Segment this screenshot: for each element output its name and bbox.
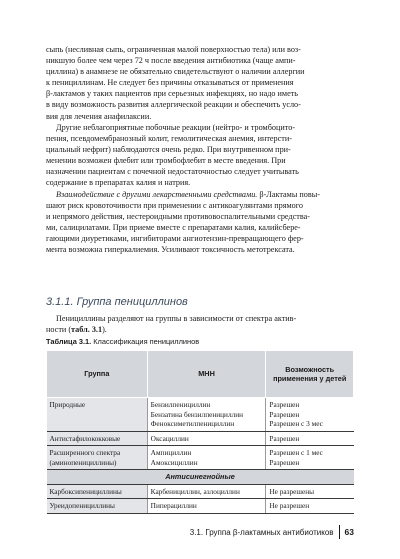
text-line: назначении пациентам с почечной недостаточностью следует учитывать (46, 167, 299, 177)
running-title: 3.1. Группа β-лактамных антибиотиков (189, 527, 334, 537)
group-cell (47, 484, 148, 499)
text-line: сыпь (неcливная сыпь, ограниченная малой поверхностью тела) или воз- (46, 45, 301, 54)
text-line: циальный нефрит) наблюдаются очень редко. При внутривенном при- (46, 145, 291, 155)
cell-text: Карбенициллин, азлоциллин (150, 486, 240, 496)
text-line: содержание в препаратах калия и натрия. (46, 178, 191, 188)
group-cell (47, 499, 148, 514)
text-line (46, 189, 354, 200)
cell-text: Природные (49, 400, 86, 409)
children-cell (266, 446, 354, 470)
text-line: гающими диуретиками, ингибиторами ангиотензин-превращающего фер- (46, 234, 304, 244)
text-line: вия для лечения анафилаксии. (46, 111, 152, 121)
table-caption-text: Классификация пенициллинов (91, 337, 200, 346)
section-title: 3.1.1. Группа пенициллинов (46, 296, 188, 308)
cell-text: Оксациллин (150, 433, 189, 443)
text-line: Пенициллины разделяют на группы в зависимости от спектра актив- (56, 314, 297, 323)
group-cell (47, 398, 148, 432)
table-subheading: Антисинегнойные (47, 470, 354, 485)
cell-text: Бензатина бензилпенициллин (150, 409, 244, 419)
text-line: и непрямого действия, нестероидными противовоспалительными средства- (46, 212, 310, 222)
cell-text: Разрешен с 3 мес (269, 419, 323, 428)
cell-text: Антистафилококковые (49, 433, 121, 443)
intro-text: ности ( (46, 325, 72, 335)
cell-text: Амоксициллин (150, 457, 198, 467)
cell-text: Не разрешен (269, 501, 310, 510)
mnn-cell (147, 431, 266, 446)
group-cell (47, 431, 148, 446)
cell-text: Разрешен (269, 457, 300, 467)
text-line: циллина) в анамнезе не обязательно свидетельствуют о наличии аллергии (46, 67, 305, 77)
table-row (47, 499, 354, 514)
text-line: никшую более чем через 72 ч после введения антибиотика (чаще ампи- (46, 56, 296, 66)
cell-text: Не разрешены (269, 486, 315, 496)
footer-divider (339, 525, 340, 539)
paragraph-adverse-reactions (46, 122, 354, 189)
page-footer (190, 525, 354, 539)
mnn-cell (147, 499, 266, 514)
text-line: мента возможна гиперкалиемия. Усиливают токсичность метотрексата. (46, 245, 295, 255)
children-cell (266, 499, 354, 514)
column-header-group: Группа (47, 351, 148, 398)
penicillin-classification-table (46, 350, 354, 514)
text-line (46, 324, 354, 335)
cell-text: Разрешен (269, 433, 300, 443)
children-cell (266, 431, 354, 446)
table-caption (46, 337, 199, 346)
paragraph-allergy (46, 44, 354, 122)
page-number: 63 (344, 527, 354, 537)
cell-text: Ампициллин (150, 448, 192, 457)
table-caption-label: Таблица 3.1. (46, 337, 92, 346)
cell-text: Расширенного спектра (49, 448, 121, 457)
column-header-mnn: МНН (147, 351, 266, 398)
mnn-cell (147, 446, 266, 470)
text-line: пения, псевдомембранозный колит, гемолитическая анемия, интерсти- (46, 134, 292, 144)
column-header-children: Возможность применения у детей (266, 351, 354, 398)
table-row (47, 431, 354, 446)
interactions-text: β-Лактамы повы- (257, 190, 320, 199)
text-line: к пенициллинам. Не следует без причины отказываться от применения (46, 78, 294, 88)
text-line: в виду возможность развития аллергической реакции и обеспечить усло- (46, 100, 301, 110)
table-row (47, 446, 354, 470)
text-line: Другие неблагоприятные побочные реакции (нейтро- и тромбоцито- (56, 123, 296, 132)
table-header-row (47, 351, 354, 398)
group-cell (47, 446, 148, 470)
children-cell (266, 398, 354, 432)
cell-text: Разрешен (269, 409, 300, 419)
intro-text: ). (102, 325, 107, 335)
cell-text: Разрешен с 1 мес (269, 448, 323, 457)
text-line: менении возможен флебит или тромбофлебит в месте введения. При (46, 156, 286, 166)
table-subheading-row (47, 470, 354, 485)
text-line: β-лактамов у таких пациентов при серьезных инфекциях, но надо иметь (46, 89, 299, 99)
cell-text: Феноксиметилпенициллин (150, 419, 235, 428)
cell-text: Бензилпенициллин (150, 400, 211, 409)
cell-text: Разрешен (269, 400, 300, 409)
table-reference: табл. 3.1 (71, 325, 103, 335)
cell-text: Карбоксипенициллины (49, 486, 122, 496)
cell-text: Уреидопенициллины (49, 501, 115, 510)
mnn-cell (147, 484, 266, 499)
cell-text: (аминопенициллины) (49, 457, 117, 467)
table-row (47, 484, 354, 499)
table-row (47, 398, 354, 432)
paragraph-interactions (46, 189, 354, 256)
children-cell (266, 484, 354, 499)
text-line: шают риск кровоточивости при применении с антикоагулянтами прямого (46, 201, 304, 211)
cell-text: Пиперациллин (150, 501, 197, 510)
text-line: ми, салицилатами. При приеме вместе с препаратами калия, калийсбере- (46, 223, 301, 233)
interactions-lead: Взаимодействие с другими лекарственными средствами. (56, 190, 258, 199)
mnn-cell (147, 398, 266, 432)
paragraph-intro (46, 313, 354, 335)
